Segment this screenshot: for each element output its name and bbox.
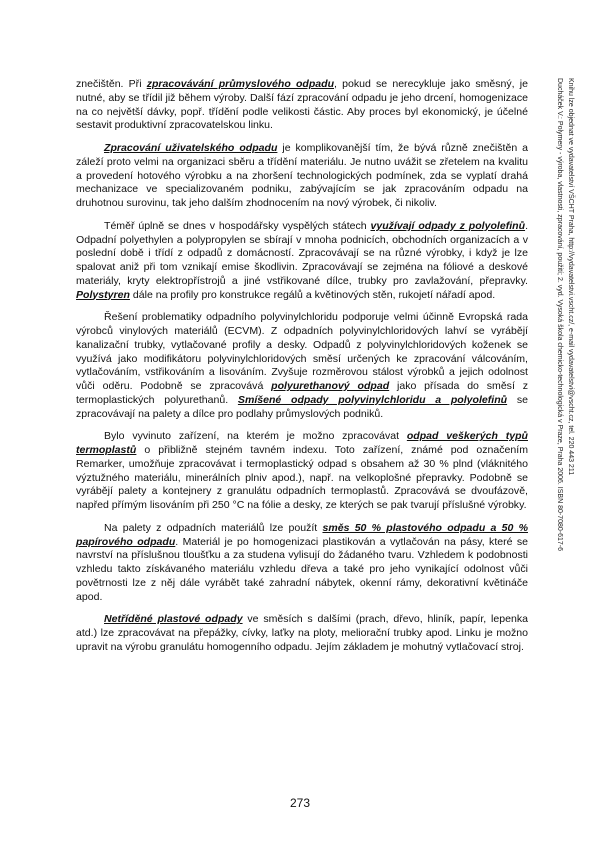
paragraph xyxy=(76,430,528,513)
emphasized-term: Smíšené odpady polyvinylchloridu a polyolefinů xyxy=(237,393,508,406)
text-run: o přibližně stejném tavném indexu. Toto zařízení, známé pod označením Remarker, umožňuje zpracovávat i termoplastický odpad s obsahem až 30 % plnd (vláknitého výztužného materiálu, minerálních plniv apod.), např. na velkoplošné přepravky. Podobně se vyrábějí palety a kontejnery z granulátu odpadních termoplastů. Zpracovává se dvoufázově, napřed přímým lisováním při 250 °C na fólie a desky, ze kterých se pak tvarují příslušné výrobky. xyxy=(76,444,528,511)
text-run: dále na profily pro konstrukce regálů a květinových stěn, rukojetí nářadí apod. xyxy=(129,288,496,301)
emphasized-term: odpad veškerých typů termoplastů xyxy=(76,430,528,456)
page-number: 273 xyxy=(289,796,311,810)
text-run: ve směsích s dalšími (prach, dřevo, hliník, papír, lepenka atd.) lze zpracovávat na přepážky, cívky, laťky na ploty, meliorační trubky apod. Linku je možno upravit na výrobu granulátu homogenního odpadu. Jejím základem je mohutný vytlačovací stroj. xyxy=(76,613,528,653)
text-run: Bylo vyvinuto zařízení, na kterém je možno zpracovávat xyxy=(104,430,407,443)
emphasized-term: Polystyren xyxy=(76,288,130,301)
paragraph xyxy=(76,613,528,654)
text-run: . Odpadní polyethylen a polypropylen se sbírají v mnoha podnicích, obchodních organizacích a v poslední době i třídí z odpadů z domácností. Zpracovávají se na různé výrobky, i když je lze spalovat aniž při tom vznikají emise škodlivin. Zpracovávají se zejména na fóliové a deskové materiály, kryty elektropřístrojů a jiné vstřikované dílce, trubky pro zavlažování, přepravky. xyxy=(76,219,528,287)
text-run: se zpracovávají na palety a dílce pro podlahy průmyslových podniků. xyxy=(76,393,528,420)
text-run: Řešení problematiky odpadního polyvinylchloridu podporuje velmi účinně Evropská rada výrobců vinylových materiálů (ECVM). Z odpadních polyvinylchloridových lahví se vyrábějí kanalizační trubky, vytlačované profily a desky. Odpadů z polyvinylchloridových koženek se využívá jako modifikátoru polyvinylchloridových směsí určených ke zpracování válcováním, vytlačováním, vstřikováním a lisováním. Zvyšuje rozměrovou stálost výrobků a jejich odolnost vůči oděru. Podobně se zpracovává xyxy=(76,311,528,392)
text-run: Téměř úplně se dnes v hospodářsky vyspělých státech xyxy=(104,219,371,232)
text-run: je komplikovanější tím, že bývá různě znečištěn a záleží proto velmi na organizaci sběru a třídění materiálu. Je nutno uvážit se zřetelem na kvalitu a provedení hotového výrobku a na zhoršení technologických podmínek, zda se vyplatí drahá mechanizace ve specializovaném podniku, zabývajícím se jak zpracováním odpadu na druhotnou surovinu, tak jeho dalším zhodnocením na nový výrobek, či nikoliv. xyxy=(76,142,529,209)
emphasized-term: využívají odpady z polyolefinů xyxy=(370,219,526,232)
text-run: znečištěn. Při xyxy=(76,78,147,90)
text-run: , pokud se nerecykluje jako směsný, je nutné, aby se třídil již během výroby. Další fází zpracování odpadu je jeho drcení, homogenizace na co největší dávky, popř. třídění podle velikosti částic. Aby proces byl ekonomický, je účelné sestavit produktivní zpracovatelskou linku. xyxy=(76,78,528,132)
emphasized-term: zpracovávání průmyslového odpadu xyxy=(146,78,335,90)
emphasized-term: polyurethanový odpad xyxy=(271,380,390,392)
ordering-info-line: Knihu lze objednat ve vydavatelství VŠCHT Praha, http://vydavatelstvi.vscht.cz/, e-mail vydavatelstvi@vscht.cz, tel. 220 443 211 xyxy=(567,78,574,476)
paragraph xyxy=(76,78,528,133)
text-run: jako přísada do směsí z termoplastických polyurethanů. xyxy=(76,380,528,406)
paragraph xyxy=(76,220,528,303)
body-text xyxy=(76,78,528,664)
paragraph xyxy=(76,142,528,211)
text-run: Na palety z odpadních materiálů lze použít xyxy=(104,521,323,534)
paragraph xyxy=(76,311,528,421)
text-run: . Materiál je po homogenizaci plastikován a vytlačován na pásy, které se navrství na příslušnou tloušťku a za studena vylisují do žádaného tvaru. Vzhledem k podobnosti vzhledu takto získávaného materiálu vzhledu dřeva a také pro jeho vynikající odolnost vůči povětrnosti lze z něj dále vyrábět také zahradní nábytek, okenní rámy, dekorativní květináče apod. xyxy=(76,535,528,603)
paragraph xyxy=(76,522,528,605)
emphasized-term: směs 50 % plastového odpadu a 50 % papírového odpadu xyxy=(76,521,528,548)
side-citation xyxy=(553,78,574,578)
emphasized-term: Zpracování uživatelského odpadu xyxy=(104,142,278,154)
citation-line: Ducháček V.: Polymery - výroba, vlastnosti, zpracování, použití; 2. vyd. Vysoká škola chemicko-technologická v Praze, Praha 2006. ISBN 80-7080-617-6 xyxy=(556,78,563,551)
emphasized-term: Netříděné plastové odpady xyxy=(104,613,243,626)
